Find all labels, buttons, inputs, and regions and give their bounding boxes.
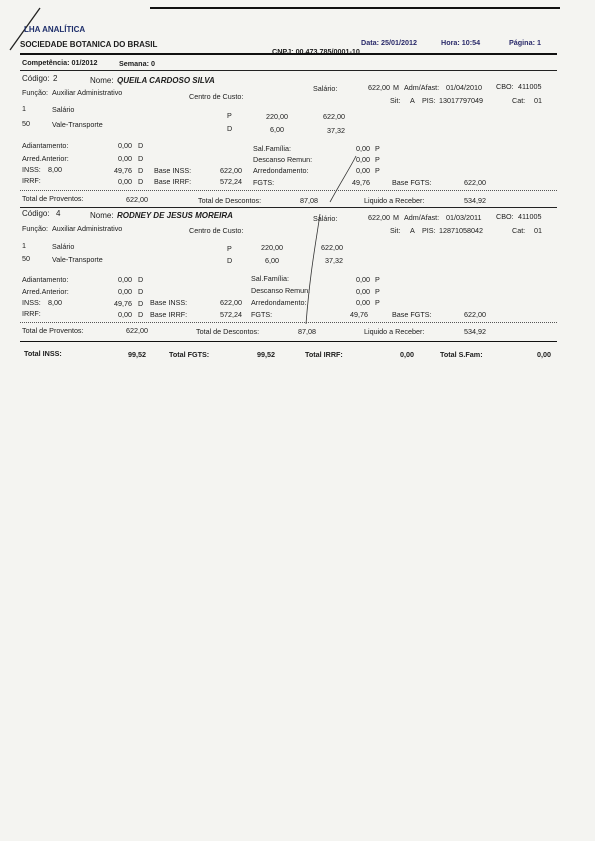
item-type: D xyxy=(227,124,233,133)
total-irrf-value: 0,00 xyxy=(400,350,414,359)
centro-custo-label: Centro de Custo: xyxy=(189,226,244,235)
report-date: Data: 25/01/2012 xyxy=(361,38,417,47)
base-irrf-label: Base IRRF: xyxy=(150,310,188,319)
inss-pct: 8,00 xyxy=(48,165,62,174)
arred-anterior-label: Arred.Anterior: xyxy=(22,287,69,296)
inss-value: 49,76 xyxy=(114,166,132,175)
base-fgts-label: Base FGTS: xyxy=(392,310,432,319)
cbo-value: 411005 xyxy=(518,212,542,221)
descanso-remun-label: Descanso Remun: xyxy=(251,286,311,295)
total-proventos-value: 622,00 xyxy=(126,326,148,335)
descanso-remun-type: P xyxy=(375,287,380,296)
adiantamento-type: D xyxy=(138,141,144,150)
base-irrf-value: 572,24 xyxy=(220,177,242,186)
item-ref: 6,00 xyxy=(265,256,279,265)
base-inss-value: 622,00 xyxy=(220,166,242,175)
cat-label: Cat: xyxy=(512,226,526,235)
sal-familia-value: 0,00 xyxy=(356,144,370,153)
competencia: Competência: 01/2012 xyxy=(22,58,98,67)
pen-mark xyxy=(292,212,328,332)
codigo-value: 4 xyxy=(56,209,61,218)
sit-label: Sit: xyxy=(390,226,401,235)
irrf-value: 0,00 xyxy=(118,177,132,186)
employee-separator xyxy=(20,207,557,208)
cbo-label: CBO: xyxy=(496,212,514,221)
pis-label: PIS: xyxy=(422,96,436,105)
descanso-remun-type: P xyxy=(375,155,380,164)
adm-afast-value: 01/03/2011 xyxy=(446,213,482,222)
sal-familia-label: Sal.Família: xyxy=(251,274,289,283)
item-type: P xyxy=(227,111,232,120)
adm-afast-value: 01/04/2010 xyxy=(446,83,482,92)
inss-value: 49,76 xyxy=(114,299,132,308)
base-inss-label: Base INSS: xyxy=(154,166,192,175)
sit-label: Sit: xyxy=(390,96,401,105)
irrf-type: D xyxy=(138,177,144,186)
item-ref: 220,00 xyxy=(266,112,288,121)
descanso-remun-value: 0,00 xyxy=(356,155,370,164)
pis-label: PIS: xyxy=(422,226,436,235)
page-number: Página: 1 xyxy=(509,38,541,47)
funcao-value: Auxiliar Administrativo xyxy=(52,224,123,233)
total-inss-value: 99,52 xyxy=(128,350,146,359)
total-sfam-label: Total S.Fam: xyxy=(440,350,483,359)
sal-familia-type: P xyxy=(375,144,380,153)
base-fgts-value: 622,00 xyxy=(464,178,486,187)
inss-pct: 8,00 xyxy=(48,298,62,307)
totals-rule xyxy=(20,322,557,323)
inss-label: INSS: xyxy=(22,165,41,174)
inss-type: D xyxy=(138,166,144,175)
adm-afast-label: Adm/Afast: xyxy=(404,83,440,92)
nome-label: Nome: xyxy=(90,211,114,220)
item-code: 50 xyxy=(22,254,30,263)
cbo-label: CBO: xyxy=(496,82,514,91)
liquido-receber-label: Liquido a Receber: xyxy=(364,196,425,205)
cnpj: CNPJ: 00.473.785/0001-10 xyxy=(272,47,360,56)
base-fgts-value: 622,00 xyxy=(464,310,486,319)
codigo-label: Código: xyxy=(22,209,50,218)
item-code: 1 xyxy=(22,104,26,113)
base-fgts-label: Base FGTS: xyxy=(392,178,432,187)
cat-value: 01 xyxy=(534,226,542,235)
item-type: P xyxy=(227,244,232,253)
sal-familia-type: P xyxy=(375,275,380,284)
arredondamento-label: Arredondamento: xyxy=(253,166,309,175)
salario-value: 622,00 xyxy=(368,83,390,92)
nome-label: Nome: xyxy=(90,76,114,85)
cat-value: 01 xyxy=(534,96,542,105)
arred-anterior-value: 0,00 xyxy=(118,154,132,163)
fgts-value: 49,76 xyxy=(352,178,370,187)
company-name: SOCIEDADE BOTANICA DO BRASIL xyxy=(20,40,158,49)
report-title: LHA ANALÍTICA xyxy=(24,25,86,34)
total-inss-label: Total INSS: xyxy=(24,349,62,358)
arredondamento-type: P xyxy=(375,166,380,175)
inss-type: D xyxy=(138,299,144,308)
total-descontos-value: 87,08 xyxy=(300,196,318,205)
total-proventos-label: Total de Proventos: xyxy=(22,326,84,335)
funcao-label: Função: xyxy=(22,88,48,97)
funcao-value: Auxiliar Administrativo xyxy=(52,88,123,97)
adiantamento-type: D xyxy=(138,275,144,284)
irrf-type: D xyxy=(138,310,144,319)
item-ref: 6,00 xyxy=(270,125,284,134)
inss-label: INSS: xyxy=(22,298,41,307)
competencia-rule xyxy=(20,70,557,71)
cbo-value: 411005 xyxy=(518,82,542,91)
liquido-receber-value: 534,92 xyxy=(464,327,486,336)
item-value: 622,00 xyxy=(323,112,345,121)
grand-total-rule xyxy=(20,341,557,342)
item-code: 50 xyxy=(22,119,30,128)
base-inss-label: Base INSS: xyxy=(150,298,188,307)
item-type: D xyxy=(227,256,233,265)
sit-value: A xyxy=(410,96,415,105)
codigo-label: Código: xyxy=(22,74,50,83)
arredondamento-label: Arredondamento: xyxy=(251,298,307,307)
total-irrf-label: Total IRRF: xyxy=(305,350,343,359)
base-irrf-label: Base IRRF: xyxy=(154,177,192,186)
adiantamento-value: 0,00 xyxy=(118,141,132,150)
item-value: 37,32 xyxy=(325,256,343,265)
item-desc: Vale-Transporte xyxy=(52,120,103,129)
total-descontos-label: Total de Descontos: xyxy=(196,327,260,336)
arred-anterior-label: Arred.Anterior: xyxy=(22,154,69,163)
total-proventos-value: 622,00 xyxy=(126,195,148,204)
fgts-value: 49,76 xyxy=(350,310,368,319)
item-desc: Vale-Transporte xyxy=(52,255,103,264)
descanso-remun-label: Descanso Remun: xyxy=(253,155,313,164)
adm-afast-label: Adm/Afast: xyxy=(404,213,440,222)
employee-name: QUEILA CARDOSO SILVA xyxy=(117,76,215,85)
sal-familia-value: 0,00 xyxy=(356,275,370,284)
descanso-remun-value: 0,00 xyxy=(356,287,370,296)
item-value: 37,32 xyxy=(327,126,345,135)
arred-anterior-type: D xyxy=(138,154,144,163)
arredondamento-type: P xyxy=(375,298,380,307)
arred-anterior-value: 0,00 xyxy=(118,287,132,296)
pis-value: 12871058042 xyxy=(439,226,483,235)
item-desc: Salário xyxy=(52,105,75,114)
codigo-value: 2 xyxy=(53,74,58,83)
cat-label: Cat: xyxy=(512,96,526,105)
base-irrf-value: 572,24 xyxy=(220,310,242,319)
total-descontos-value: 87,08 xyxy=(298,327,316,336)
liquido-receber-value: 534,92 xyxy=(464,196,486,205)
item-desc: Salário xyxy=(52,242,75,251)
total-descontos-label: Total de Descontos: xyxy=(198,196,262,205)
fgts-label: FGTS: xyxy=(251,310,273,319)
item-ref: 220,00 xyxy=(261,243,283,252)
salario-tipo: M xyxy=(393,213,399,222)
total-fgts-label: Total FGTS: xyxy=(169,350,210,359)
liquido-receber-label: Liquido a Receber: xyxy=(364,327,425,336)
salario-value: 622,00 xyxy=(368,213,390,222)
header-rule xyxy=(20,53,557,55)
adiantamento-label: Adiantamento: xyxy=(22,141,69,150)
pis-value: 13017797049 xyxy=(439,96,483,105)
totals-rule xyxy=(20,190,557,191)
top-rule xyxy=(150,7,560,9)
item-code: 1 xyxy=(22,241,26,250)
salario-tipo: M xyxy=(393,83,399,92)
salario-label: Salário: xyxy=(313,214,338,223)
irrf-label: IRRF: xyxy=(22,176,41,185)
irrf-value: 0,00 xyxy=(118,310,132,319)
salario-label: Salário: xyxy=(313,84,338,93)
total-proventos-label: Total de Proventos: xyxy=(22,194,84,203)
sit-value: A xyxy=(410,226,415,235)
sal-familia-label: Sal.Família: xyxy=(253,144,291,153)
irrf-label: IRRF: xyxy=(22,309,41,318)
total-sfam-value: 0,00 xyxy=(537,350,551,359)
total-fgts-value: 99,52 xyxy=(257,350,275,359)
pen-mark xyxy=(322,150,362,210)
semana: Semana: 0 xyxy=(119,59,155,68)
item-value: 622,00 xyxy=(321,243,343,252)
report-time: Hora: 10:54 xyxy=(441,38,481,47)
arred-anterior-type: D xyxy=(138,287,144,296)
fgts-label: FGTS: xyxy=(253,178,275,187)
adiantamento-label: Adiantamento: xyxy=(22,275,69,284)
funcao-label: Função: xyxy=(22,224,48,233)
centro-custo-label: Centro de Custo: xyxy=(189,92,244,101)
arredondamento-value: 0,00 xyxy=(356,166,370,175)
arredondamento-value: 0,00 xyxy=(356,298,370,307)
employee-name: RODNEY DE JESUS MOREIRA xyxy=(117,211,233,220)
base-inss-value: 622,00 xyxy=(220,298,242,307)
adiantamento-value: 0,00 xyxy=(118,275,132,284)
